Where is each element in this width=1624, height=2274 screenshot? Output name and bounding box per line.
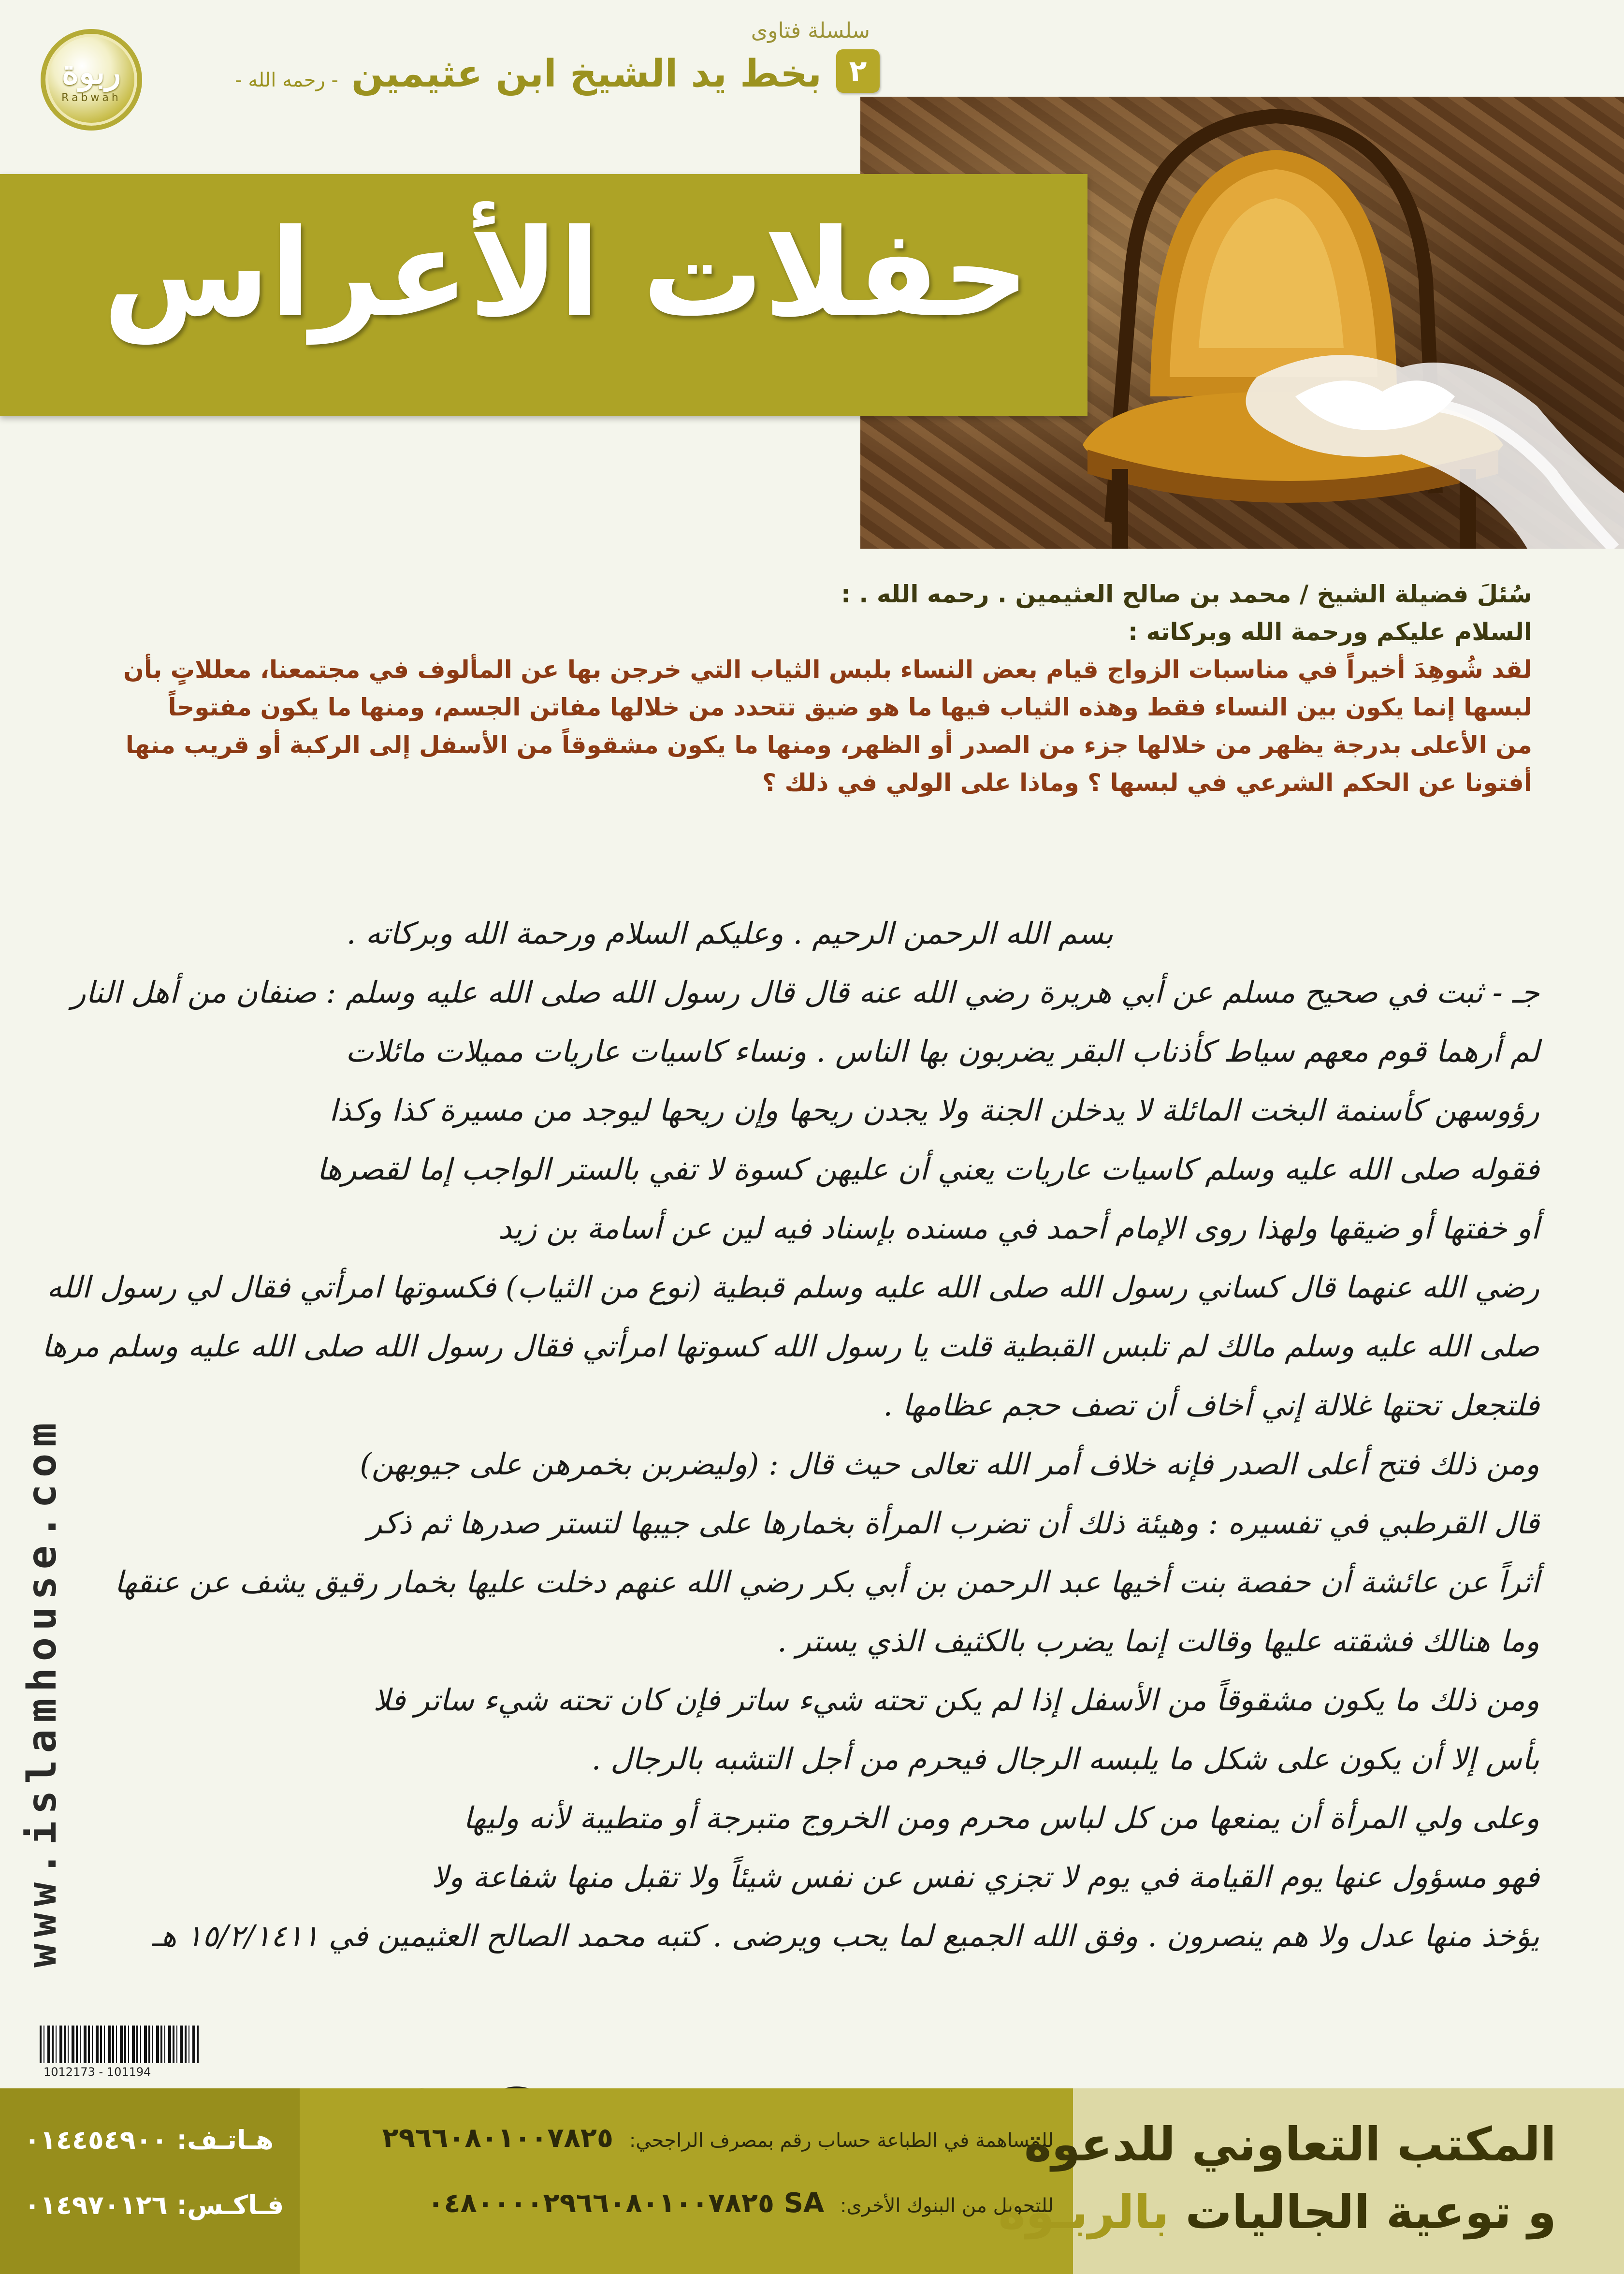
page-title: حفلات الأعراس: [103, 203, 1030, 344]
answer-line: يؤخذ منها عدل ولا هم ينصرون . وفق الله الجميع لما يحب ويرضى . كتبه محمد الصالح العثيمين في ١٥/٢/١٤١١ هـ: [152, 1918, 1539, 1953]
site-holder: [19, 1416, 571, 2013]
question-asked: سُئلَ فضيلة الشيخ / محمد بن صالح العثيمين . رحمه الله . :: [841, 580, 1532, 608]
answer-line: ومن ذلك فتح أعلى الصدر فإنه خلاف أمر الله تعالى حيث قال : (وليضربن بخمرهن على جيوبهن): [360, 1446, 1539, 1482]
question-line: لقد شُوهِدَ أخيراً في مناسبات الزواج قيام بعض النساء بلبس الثياب التي خرجن بها عن المألوف في مجتمعنا، معللاتٍ بأن: [123, 656, 1532, 684]
answer-line: فقوله صلى الله عليه وسلم كاسيات عاريات يعني أن عليهن كسوة لا تفي بالستر الواجب إما لقصرها: [317, 1152, 1539, 1187]
series-title-main: بخط يد الشيخ ابن عثيمين: [351, 52, 822, 96]
series-number-badge: ٢: [836, 49, 880, 93]
answer-line: رضي الله عنهما قال كساني رسول الله صلى الله عليه وسلم قبطية (نوع من الثياب) فكسوتها امرأتي فقال لي رسول الله: [46, 1269, 1539, 1305]
title-banner: [0, 174, 1088, 416]
logo-subtext: Rabwah: [61, 91, 121, 104]
answer-line: صلى الله عليه وسلم مالك لم تلبس القبطية قلت يا رسول الله كسوتها امرأتي فقال رسول الله صلى الله عليه وسلم مرها: [42, 1328, 1539, 1364]
question-line: من الأعلى بدرجة يظهر من خلالها جزء من الصدر أو الظهر، ومنها ما يكون مشقوقاً من الأسفل إلى الركبة أو قريب منها: [125, 731, 1532, 759]
answer-line: قال القرطبي في تفسيره : وهيئة ذلك أن تضرب المرأة بخمارها على جيبها لتستر صدرها ثم ذكر: [367, 1505, 1539, 1541]
answer-line: أثراً عن عائشة أن حفصة بنت أخيها عبد الرحمن بن أبي بكر رضي الله عنهم دخلت عليها بخمار رقيق يشف عن عنقها: [114, 1564, 1539, 1600]
answer-line: ومن ذلك ما يكون مشقوقاً من الأسفل إذا لم يكن تحته شيء ساتر فإن كان تحته شيء ساتر فلا: [373, 1682, 1539, 1718]
donation-label: للمساهمة في الطباعة حساب رقم بمصرف الراجحي:: [629, 2129, 1054, 2152]
answer-line: بسم الله الرحمن الرحيم . وعليكم السلام ورحمة الله وبركاته .: [346, 916, 1114, 951]
answer-line: وما هنالك فشقته عليها وقالت إنما يضرب بالكثيف الذي يستر .: [777, 1623, 1539, 1659]
transfer-label: للتحويل من البنوك الأخرى:: [840, 2195, 1054, 2217]
office-name-line2: [998, 2185, 1556, 2239]
barcode-number: 1012173 - 101194: [44, 2065, 151, 2079]
transfer-number: SA ٠٤٨٠٠٠٠٢٩٦٦٠٨٠١٠٠٧٨٢٥: [427, 2187, 825, 2219]
transfer-account: [329, 2187, 1054, 2219]
answer-line: لم أرهما قوم معهم سياط كأذناب البقر يضربون بها الناس . ونساء كاسيات عاريات مميلات مائلات: [345, 1034, 1539, 1069]
office-name-part: و توعية الجاليات: [1185, 2185, 1556, 2239]
fax-number: فـاكـس: ٠١٤٩٧٠١٢٦: [24, 2190, 284, 2220]
barcode: [40, 2026, 199, 2063]
answer-line: أو خفتها أو ضيقها ولهذا روى الإمام أحمد في مسنده بإسناد فيه لين عن أسامة بن زيد: [498, 1210, 1539, 1246]
answer-line: فهو مسؤول عنها يوم القيامة في يوم لا تجزي نفس عن نفس شيئاً ولا تقبل منها شفاعة ولا: [431, 1859, 1539, 1895]
donation-number: ٢٩٦٦٠٨٠١٠٠٧٨٢٥: [382, 2122, 614, 2154]
handwritten-answer: [42, 904, 1539, 1966]
answer-line: فلتجعل تحتها غلالة إني أخاف أن تصف حجم عظامها .: [883, 1387, 1539, 1423]
answer-line: بأس إلا أن يكون على شكل ما يلبسه الرجال فيحرم من أجل التشبه بالرجال .: [591, 1741, 1539, 1777]
series-title-tail: - رحمه الله -: [235, 69, 338, 91]
question-line: لبسها إنما يكون بين النساء فقط وهذه الثياب فيها ما هو ضيق تتحدد من خلالها مفاتن الجسم، ومنها ما يكون مفتوحاً: [168, 693, 1532, 721]
question-greeting: السلام عليكم ورحمة الله وبركاته :: [1128, 618, 1532, 646]
site-url[interactable]: www.islamhouse.com: [19, 1416, 65, 1968]
question-line: أفتونا عن الحكم الشرعي في لبسها ؟ وماذا على الولي في ذلك ؟: [762, 769, 1532, 797]
footer-contact-panel: [0, 2088, 300, 2274]
rabwah-logo: [41, 29, 142, 131]
office-name-accent: بالربـوة: [998, 2185, 1169, 2239]
series-title: [235, 52, 822, 96]
footer-office-panel: [1073, 2088, 1624, 2274]
phone-number: هـاتـف: ٠١٤٤٥٤٩٠٠: [24, 2125, 274, 2155]
answer-line: جـ - ثبت في صحيح مسلم عن أبي هريرة رضي الله عنه قال قال رسول الله صلى الله عليه وسلم : صنفان من أهل النار: [71, 975, 1539, 1010]
question-block: [92, 575, 1532, 802]
office-name-line1: المكتب التعاوني للدعوة: [1024, 2117, 1556, 2172]
answer-line: رؤوسهن كأسنمة البخت المائلة لا يدخلن الجنة ولا يجدن ريحها وإن ريحها ليوجد من مسيرة كذا وكذا: [329, 1093, 1539, 1128]
answer-line: وعلى ولي المرأة أن يمنعها من كل لباس محرم ومن الخروج متبرجة أو متطيبة لأنه وليها: [463, 1800, 1539, 1836]
series-label: سلسلة فتاوى: [751, 18, 870, 43]
donation-account: [329, 2122, 1054, 2154]
logo-text: ربوة: [61, 53, 121, 92]
